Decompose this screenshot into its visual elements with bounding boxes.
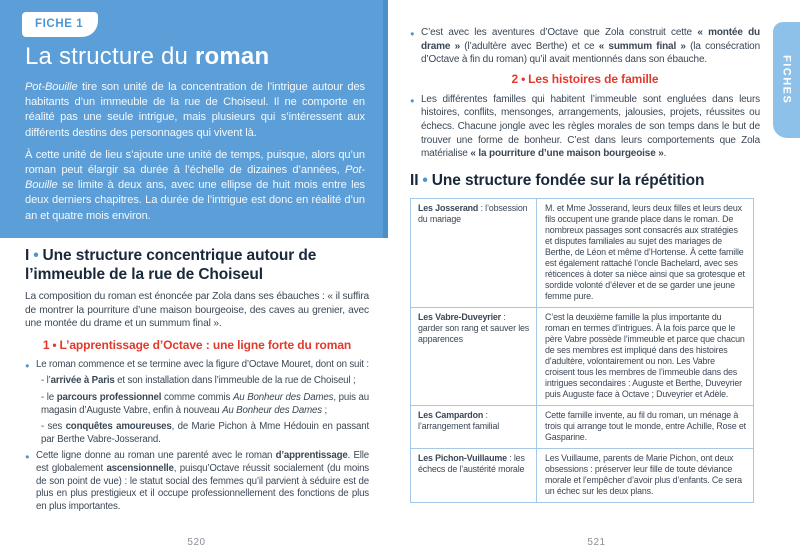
section-title: Une structure concentrique autour de l’immeuble de la rue de Choiseul	[25, 247, 317, 283]
bullet-icon: ●	[410, 29, 415, 38]
page-number: 521	[587, 537, 606, 548]
bullet-separator-icon: •	[33, 247, 39, 264]
bullet-text: Cette ligne donne au roman une parenté avec le roman d’apprentissage. Elle est globalement ascensionnelle, puisqu’Octave réussit socialement (du moins de son point de vue) : le statut social des femmes qu’il parvient à séduire est de plus en plus prestigieux et il occupe professionnellement des fonctions de plus en plus importantes.	[36, 450, 370, 512]
subsection-number: 2	[511, 71, 519, 86]
bullet-separator-icon: •	[422, 171, 428, 189]
section-number: II	[410, 171, 419, 189]
table-row-description: C’est la deuxième famille la plus importante du roman en termes d’intrigues. À la fois parce que le père Vabre possède l’immeuble et parce que chacun de ses membres est impliqué dans des histoires d’adultère, volontairement ou non. Les Vabre croisent tous les membres de l’immeuble dans des intrigues secondaires : Auguste et Berthe, Duveyrier puis Auguste face à Octave ; Duveyrier et Adèle.	[545, 311, 745, 399]
table-row-description: Cette famille invente, au fil du roman, un ménage à trois qui arrange tout le monde, entre Achille, Rose et Gasparine.	[545, 409, 746, 442]
table-row-description: M. et Mme Josserand, leurs deux filles et leurs deux fils occupent une grande place dans le roman. De nombreux passages sont consacrés aux stratégies et disputes familiales au sujet des mariages de Berthe, de Léon et même d’Hortense. À cette famille est également rattaché l’oncle Bachelard, avec ses réticences à doter sa nièce ainsi que sa grotesque et sordide volonté d’élever et de se garder une jeune femme pure.	[545, 202, 745, 301]
table-row	[411, 449, 753, 502]
paragraph: La composition du roman est énoncée par Zola dans ses ébauches : « il suffira de montrer la pourriture d’une maison bourgeoise, des caves au grenier, avec une montée du drame et un summum final ».	[25, 291, 369, 330]
intro-paragraph: Pot-Bouille tire son unité de la concentration de l’intrigue autour des habitants d’un immeuble de la rue de Choiseul. Il ne comporte en réalité pas une seule intrigue, mais plusieurs qui s’intéressent aux différents destins des personnages qui vivent là.	[25, 81, 365, 139]
right-page	[393, 0, 800, 560]
dash-item: - ses conquêtes amoureuses, de Marie Pichon à Mme Hédouin en passant par Berthe Vabre-Josserand.	[41, 421, 369, 445]
subsection-number: 1	[42, 337, 50, 352]
section-number: I	[25, 247, 30, 264]
page-number: 520	[187, 537, 206, 548]
bullet-icon: ●	[25, 360, 30, 370]
bullet-text: C’est avec les aventures d’Octave que Zola construit cette « montée du drame » (l’adultère avec Berthe) et ce « summum final » (la consécration d’Octave à fin du roman) qu’il avait mentionnés dans son ébauche.	[421, 27, 760, 66]
table-row-header: Les Campardon : l’arrangement familial	[411, 406, 537, 448]
table-row	[411, 199, 753, 308]
table-row-header: Les Vabre-Duveyrier : garder son rang et sauver les apparences	[411, 308, 537, 405]
families-table	[410, 198, 754, 503]
table-row	[411, 308, 753, 406]
table-row	[411, 406, 753, 449]
subsection-title: Les histoires de famille	[528, 71, 659, 86]
bullet-text: Le roman commence et se termine avec la figure d’Octave Mouret, dont on suit :	[36, 358, 369, 370]
section-title: Une structure fondée sur la répétition	[431, 171, 705, 189]
page-title	[25, 43, 269, 71]
section-heading-2	[410, 171, 760, 190]
fiche-badge: FICHE 1	[22, 12, 98, 37]
dash-item: - l’arrivée à Paris et son installation dans l’immeuble de la rue de Choiseul ;	[41, 375, 356, 387]
left-page-content	[25, 246, 369, 517]
fiches-tab: FICHES	[773, 22, 800, 138]
bullet-icon: ●	[25, 452, 30, 462]
bullet-paragraph	[25, 450, 369, 513]
bullet-icon: ●	[410, 95, 415, 105]
page-title-regular: La structure du	[25, 43, 195, 70]
table-row-header: Les Pichon-Vuillaume : les échecs de l’austérité morale	[411, 449, 537, 502]
intro-paragraph: À cette unité de lieu s’ajoute une unité de temps, puisque, alors qu’un roman peut élargir sa durée à l’échelle de dizaines d’années, Pot-Bouille se limite à deux ans, avec une ellipse de huit mois entre les deux derniers chapitres. La durée de l’intrigue est donc en réalité d’un an et quatre mois environ.	[25, 148, 365, 222]
bullet-separator-icon: •	[52, 337, 57, 352]
right-page-content	[410, 26, 760, 503]
left-page	[0, 0, 393, 560]
subsection-title: L’apprentissage d’Octave : une ligne forte du roman	[59, 337, 352, 352]
subsection-heading-1	[25, 338, 369, 352]
bullet-text: Les différentes familles qui habitent l’immeuble sont engluées dans leurs histoires, conflits, mensonges, arrangements, jalousies, projets, réussites ou échecs. Chacune jongle avec les règles morales de son temps dans le but de trouver une forme de bonheur. C’est dans leurs comportements que Zola matérialise « la pourriture d’une maison bourgeoise ».	[421, 93, 760, 160]
intro-block	[25, 80, 365, 231]
fiche-header	[0, 0, 388, 238]
table-row-header: Les Josserand : l’obsession du mariage	[411, 199, 537, 307]
bullet-paragraph	[410, 93, 760, 161]
bullet-paragraph	[410, 26, 760, 67]
subsection-heading-2	[410, 72, 760, 86]
bullet-separator-icon: •	[521, 71, 526, 86]
bullet-paragraph	[25, 359, 369, 372]
dash-item: - le parcours professionnel comme commis Au Bonheur des Dames, puis au magasin d’Auguste Vabre, enfin à nouveau Au Bonheur des Dames ;	[41, 391, 369, 416]
section-heading-1	[25, 246, 369, 284]
table-row-description: Les Vuillaume, parents de Marie Pichon, ont deux obsessions : préserver leur fille de toute déviance morale et l’empêcher d’avoir plus d’enfants. Ce sera un échec sur les deux plans.	[545, 452, 742, 496]
page-title-bold: roman	[194, 43, 270, 70]
